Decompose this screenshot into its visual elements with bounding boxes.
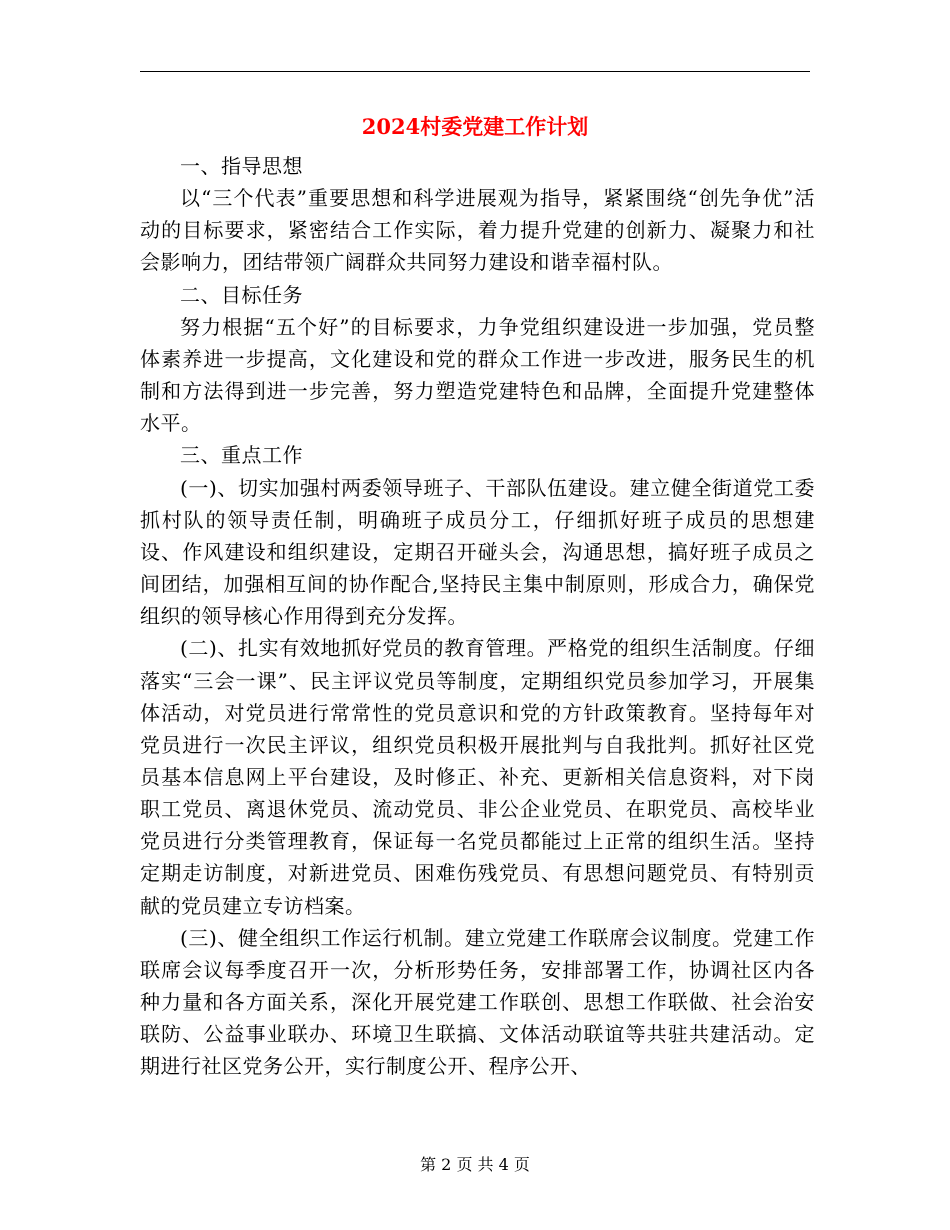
page-number-footer: 第 2 页 共 4 页 <box>420 1155 530 1174</box>
paragraph-goals: 努力根据“五个好”的目标要求，力争党组织建设进一步加强，党员整体素养进一步提高，文化建设和党的群众工作进一步改进，服务民生的机制和方法得到进一步完善，努力塑造党建特色和品牌，全面提升党建整体水平。 <box>140 314 815 436</box>
paragraph-key-work-2: (二)、扎实有效地抓好党员的教育管理。严格党的组织生活制度。仔细落实“三会一课”、民主评议党员等制度，定期组织党员参加学习，开展集体活动，对党员进行常常性的党员意识和党的方针政策教育。坚持每年对党员进行一次民主评议，组织党员积极开展批判与自我批判。抓好社区党员基本信息网上平台建设，及时修正、补充、更新相关信息资料，对下岗职工党员、离退休党员、流动党员、非公企业党员、在职党员、高校毕业党员进行分类管理教育，保证每一名党员都能过上正常的组织生活。坚持定期走访制度，对新进党员、困难伤残党员、有思想问题党员、有特别贡献的党员建立专访档案。 <box>140 636 815 918</box>
section-heading-key-work: 三、重点工作 <box>180 443 303 468</box>
document-title: 2024村委党建工作计划 <box>361 114 589 139</box>
paragraph-guiding-ideology: 以“三个代表”重要思想和科学进展观为指导，紧紧围绕“创先争优”活动的目标要求，紧密结合工作实际，着力提升党建的创新力、凝聚力和社会影响力，团结带领广阔群众共同努力建设和谐幸福村队。 <box>140 186 815 275</box>
paragraph-key-work-1: (一)、切实加强村两委领导班子、干部队伍建设。建立健全街道党工委抓村队的领导责任制，明确班子成员分工，仔细抓好班子成员的思想建设、作风建设和组织建设，定期召开碰头会，沟通思想，搞好班子成员之间团结，加强相互间的协作配合,坚持民主集中制原则，形成合力，确保党组织的领导核心作用得到充分发挥。 <box>140 475 815 629</box>
header-rule <box>140 71 810 72</box>
paragraph-key-work-3: (三)、健全组织工作运行机制。建立党建工作联席会议制度。党建工作联席会议每季度召开一次，分析形势任务，安排部署工作，协调社区内各种力量和各方面关系，深化开展党建工作联创、思想工作联做、社会治安联防、公益事业联办、环境卫生联搞、文体活动联谊等共驻共建活动。定期进行社区党务公开，实行制度公开、程序公开、 <box>140 925 815 1079</box>
section-heading-guiding-ideology: 一、指导思想 <box>180 154 303 178</box>
section-heading-goals: 二、目标任务 <box>180 282 303 307</box>
document-body <box>140 150 815 1083</box>
